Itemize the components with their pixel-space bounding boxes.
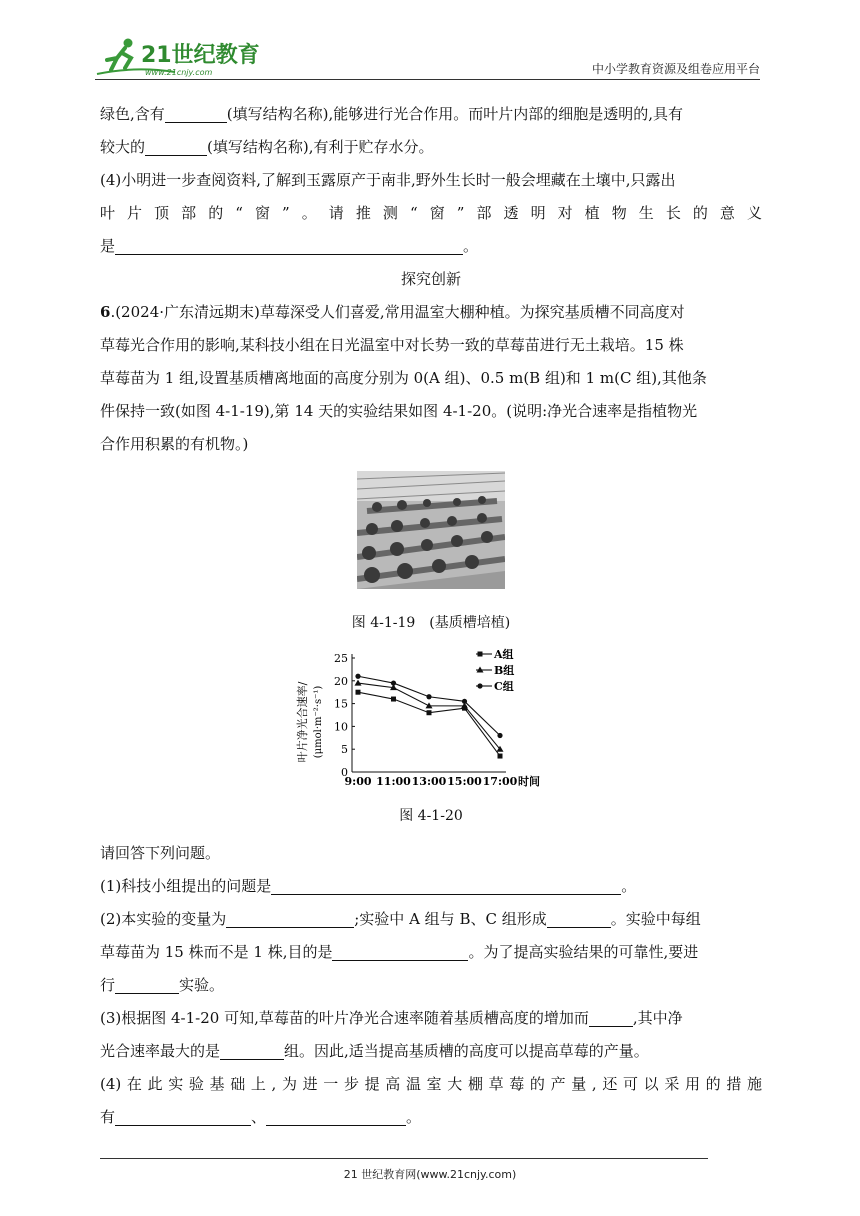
legend-label: B组 (494, 664, 515, 677)
text-fragment: (1)科技小组提出的问题是 (100, 877, 272, 895)
text-fragment: ,其中净 (632, 1009, 683, 1027)
text-line (100, 98, 762, 131)
y-axis-label-line1: 叶片净光合速率/ (296, 681, 309, 763)
data-point (355, 680, 362, 686)
question-6-line5: 合作用积累的有机物。) (100, 435, 249, 453)
x-axis-label: 时间 (518, 775, 540, 788)
series-line (358, 683, 500, 749)
answer-blank[interactable] (266, 1107, 406, 1126)
answer-blank[interactable] (547, 909, 611, 928)
logo-url: www.21cnjy.com (145, 68, 213, 77)
text-fragment: 、 (251, 1108, 267, 1126)
footer-divider (100, 1158, 708, 1159)
question-4-line3 (100, 230, 762, 263)
answer-blank[interactable] (165, 104, 227, 123)
question-2-line2 (100, 936, 762, 969)
logo-text: 21世纪教育 (141, 43, 260, 68)
y-tick-label: 5 (341, 743, 348, 757)
text-fragment: (2)本实验的变量为 (100, 910, 227, 928)
x-tick-label: 13:00 (411, 775, 447, 788)
x-tick-label: 15:00 (447, 775, 482, 788)
series-1 (355, 680, 504, 752)
answer-blank[interactable] (115, 236, 463, 255)
text-fragment: 有 (100, 1108, 116, 1126)
header-platform-text: 中小学教育资源及组卷应用平台 (591, 62, 760, 76)
data-point (391, 680, 396, 685)
text-fragment: 。实验中每组 (610, 910, 701, 928)
question-6-line2: 草莓光合作用的影响,某科技小组在日光温室中对长势一致的草莓苗进行无土栽培。15 株 (100, 336, 684, 354)
page-header (95, 36, 760, 80)
section-title: 探究创新 (400, 270, 461, 288)
question-4-line2 (100, 1101, 762, 1134)
legend-label: C组 (494, 680, 514, 693)
text-fragment: 是 (100, 237, 116, 255)
figure-4-1-20-caption: 图 4-1-20 (399, 808, 463, 824)
questions-intro: 请回答下列问题。 (100, 844, 221, 862)
legend-marker (477, 683, 482, 688)
question-2-line1 (100, 903, 762, 936)
y-tick-label: 0 (341, 766, 348, 779)
text-fragment: (填写结构名称),能够进行光合作用。而叶片内部的细胞是透明的,具有 (226, 105, 684, 123)
y-tick-label: 20 (334, 674, 348, 688)
legend-item (476, 663, 514, 677)
text-fragment: (3)根据图 4-1-20 可知,草莓苗的叶片净光合速率随着基质槽高度的增加而 (100, 1009, 589, 1027)
y-axis-label (296, 681, 324, 762)
x-tick-label: 11:00 (376, 775, 411, 788)
greenhouse-photo (357, 471, 505, 589)
question-number: 6 (100, 303, 111, 321)
series-line (358, 692, 500, 756)
y-tick-label: 15 (334, 697, 348, 711)
answer-blank[interactable] (115, 975, 179, 994)
text-fragment: 实验。 (179, 976, 225, 994)
figure-4-1-19-caption: 图 4-1-19 (基质槽培植) (351, 615, 511, 631)
x-tick-label: 17:00 (482, 775, 518, 788)
text-fragment: 草莓苗为 15 株而不是 1 株,目的是 (100, 943, 333, 961)
text-fragment: 行 (100, 976, 116, 994)
answer-blank[interactable] (226, 909, 354, 928)
question-4-line1: (4)小明进一步查阅资料,了解到玉露原产于南非,野外生长时一般会埋藏在土壤中,只露出 (100, 171, 676, 189)
page-content (100, 98, 762, 1134)
x-tick-labels (344, 775, 517, 788)
question-6-line3: 草莓苗为 1 组,设置基质槽离地面的高度分别为 0(A 组)、0.5 m(B 组)和 1 m(C 组),其他条 (100, 369, 707, 387)
legend-marker (478, 652, 483, 657)
text-fragment: 组。因此,适当提高基质槽的高度可以提高草莓的产量。 (284, 1042, 649, 1060)
text-fragment: 。 (406, 1108, 422, 1126)
x-tick-label: 9:00 (344, 775, 372, 788)
question-6-line1 (100, 296, 762, 329)
text-fragment: 。 (463, 237, 479, 255)
question-2-line3 (100, 969, 762, 1002)
data-point (356, 690, 361, 695)
y-tick-label: 25 (334, 652, 348, 665)
text-fragment: 光合速率最大的是 (100, 1042, 221, 1060)
question-4-line1: (4)在此实验基础上,为进一步提高温室大棚草莓的产量,还可以采用的措施 (100, 1075, 762, 1093)
question-3-line1 (100, 1002, 762, 1035)
text-fragment: 。为了提高实验结果的可靠性,要进 (468, 943, 699, 961)
answer-blank[interactable] (115, 1107, 251, 1126)
answer-blank[interactable] (220, 1041, 284, 1060)
y-tick-labels (334, 652, 348, 779)
header-divider (95, 79, 760, 80)
data-point (462, 699, 467, 704)
y-tick-label: 10 (334, 720, 348, 734)
text-fragment: 。 (621, 877, 637, 895)
text-fragment: (填写结构名称),有利于贮存水分。 (207, 138, 434, 156)
data-point (426, 694, 431, 699)
answer-blank[interactable] (145, 137, 207, 156)
legend-label: A组 (494, 648, 514, 661)
data-point (355, 674, 360, 679)
figure-4-1-20 (100, 644, 762, 794)
question-3-line2 (100, 1035, 762, 1068)
text-fragment: 较大的 (100, 138, 146, 156)
legend-item (476, 647, 514, 661)
y-axis-label-line2: (μmol·m⁻²·s⁻¹) (313, 685, 324, 759)
answer-blank[interactable] (332, 942, 468, 961)
site-logo (95, 36, 265, 78)
series-0 (356, 690, 503, 759)
data-point (497, 733, 502, 738)
text-fragment: ;实验中 A 组与 B、C 组形成 (354, 910, 547, 928)
chart-legend (476, 647, 514, 693)
question-4-line2: 叶片顶部的“窗”。请推测“窗”部透明对植物生长的意义 (100, 204, 762, 222)
question-6-line4: 件保持一致(如图 4-1-19),第 14 天的实验结果如图 4-1-20。(说明:净光合速率是指植物光 (100, 402, 698, 420)
answer-blank[interactable] (271, 876, 621, 895)
text-fragment: 绿色,含有 (100, 105, 165, 123)
figure-4-1-19 (100, 471, 762, 601)
legend-item (476, 679, 514, 693)
data-point (427, 710, 432, 715)
page-footer: 21 世纪教育网(www.21cnjy.com) (343, 1168, 517, 1181)
data-point (498, 754, 503, 759)
answer-blank[interactable] (589, 1008, 633, 1027)
net-photosynthesis-line-chart (296, 644, 576, 794)
text-line (100, 131, 762, 164)
question-1 (100, 870, 762, 903)
text-fragment: .(2024·广东清远期末)草莓深受人们喜爱,常用温室大棚种植。为探究基质槽不同高度对 (110, 303, 685, 321)
data-point (391, 697, 396, 702)
